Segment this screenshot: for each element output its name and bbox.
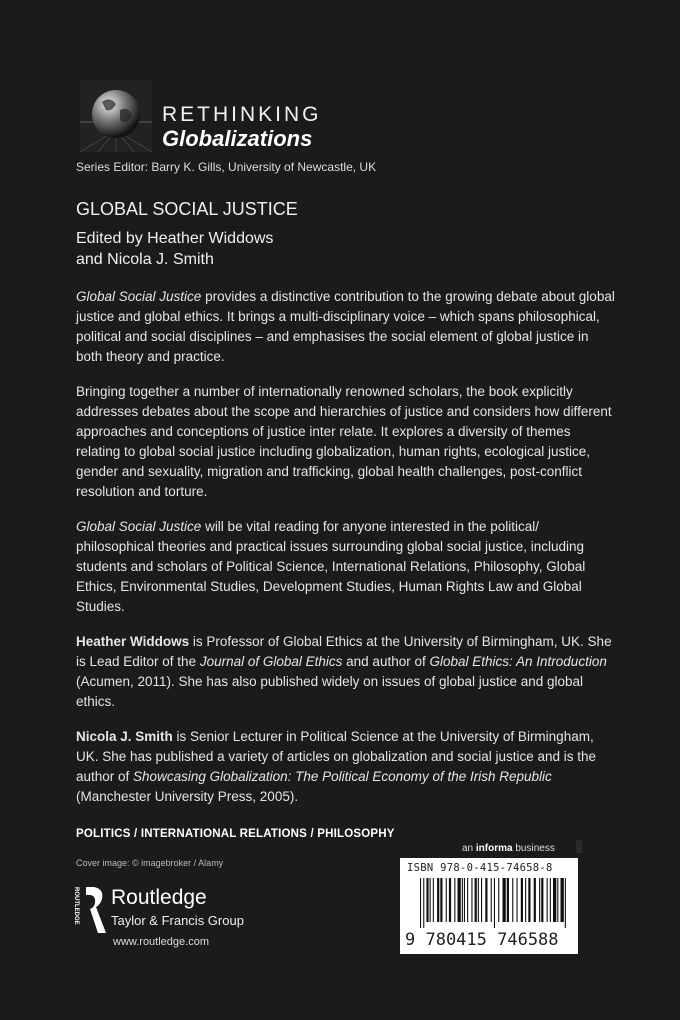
- book-title-italic: Global Ethics: An Introduction: [429, 654, 607, 669]
- book-title-italic: Global Social Justice: [76, 289, 202, 304]
- barcode-bar: [420, 878, 421, 928]
- publisher-group: Taylor & Francis Group: [111, 913, 244, 928]
- series-subtitle: Globalizations: [162, 126, 313, 151]
- barcode-bar: [423, 878, 424, 928]
- barcode-bar: [471, 878, 472, 922]
- author-name: Heather Widdows: [76, 634, 190, 649]
- barcode-bar: [494, 878, 495, 928]
- barcode-bar: [528, 878, 530, 922]
- barcode-bar: [485, 878, 487, 922]
- barcode-bar: [458, 878, 461, 922]
- isbn-text: ISBN 978-0-415-74658-8: [407, 862, 553, 874]
- editors-line: and Nicola J. Smith: [76, 251, 214, 268]
- barcode-bar: [433, 878, 434, 922]
- author-bio-smith: [76, 727, 616, 807]
- barcode-bar: [491, 878, 492, 922]
- editors-line: Edited by Heather Widdows: [76, 230, 274, 247]
- subject-categories: POLITICS / INTERNATIONAL RELATIONS / PHILOSOPHY: [76, 828, 395, 840]
- book-editors: [76, 228, 273, 270]
- blurb-paragraph-3: [76, 517, 616, 617]
- barcode-bar: [430, 878, 431, 922]
- barcode-bars: [420, 878, 570, 928]
- cover-image-credit: Cover image: © imagebroker / Alamy: [76, 858, 224, 868]
- blurb-paragraph-2: [76, 382, 616, 502]
- journal-title: Journal of Global Ethics: [199, 654, 343, 669]
- informa-brand: informa: [475, 843, 513, 854]
- series-editor: Series Editor: Barry K. Gills, University of Newcastle, UK: [76, 160, 377, 174]
- barcode-bar: [512, 878, 513, 922]
- barcode-bar: [462, 878, 463, 922]
- logo-side-text: ROUTLEDGE: [73, 887, 79, 925]
- text: an: [462, 843, 476, 854]
- author-bio-widdows: [76, 632, 616, 712]
- text: business: [512, 843, 555, 854]
- barcode-bar: [525, 878, 526, 922]
- text: is Senior Lecturer in Political Science at the University of Birmingham, UK. She has published a variety of articles on globalization and social justice and is the author of: [76, 729, 597, 784]
- barcode-bar: [446, 878, 447, 922]
- barcode-bar: [475, 878, 477, 922]
- text: (Acumen, 2011). She has also published widely on issues of global justice and global ethics.: [76, 674, 584, 709]
- author-name: Nicola J. Smith: [76, 729, 173, 744]
- barcode-bar: [553, 878, 556, 922]
- barcode-bar: [503, 878, 506, 922]
- informa-mark: [576, 840, 582, 853]
- barcode-bar: [498, 878, 499, 922]
- text: will be vital reading for anyone interested in the political/ philosophical theories and practical issues surrounding global social justice, including students and scholars of Political Science, International Relations, Philosophy, Global Ethics, Environmental Studies, Development Studies, Human Rights Law and Global Studies.: [76, 519, 586, 614]
- text: (Manchester University Press, 2005).: [76, 789, 299, 804]
- barcode-bar: [449, 878, 451, 922]
- barcode-bar: [557, 878, 558, 922]
- barcode-bar: [561, 878, 564, 922]
- body-text: [76, 287, 616, 822]
- book-title: GLOBAL SOCIAL JUSTICE: [76, 199, 298, 219]
- barcode-bar: [437, 878, 439, 922]
- barcode-bar: [481, 878, 482, 922]
- barcode-bar: [454, 878, 455, 922]
- barcode-bar: [478, 878, 479, 922]
- barcode-bar: [534, 878, 536, 922]
- isbn-barcode: [400, 858, 578, 954]
- publisher-url[interactable]: www.routledge.com: [113, 936, 209, 948]
- barcode-bar: [440, 878, 442, 922]
- series-title: RETHINKING: [162, 103, 322, 126]
- barcode-bar: [517, 878, 518, 922]
- barcode-bar: [507, 878, 509, 922]
- informa-tagline: [462, 843, 555, 855]
- text: is Professor of Global Ethics at the University of Birmingham, UK. She is Lead Editor of the: [76, 634, 612, 669]
- text: and author of: [342, 654, 430, 669]
- barcode-bar: [464, 878, 465, 922]
- barcode-bar: [541, 878, 543, 922]
- barcode-bar: [565, 878, 566, 928]
- barcode-bar: [426, 878, 428, 922]
- book-title-italic: Global Social Justice: [76, 519, 202, 534]
- barcode-bar: [521, 878, 523, 922]
- text: provides a distinctive contribution to the growing debate about global justice and global ethics. It brings a multi-disciplinary voice – which spans philosophical, political and social disciplines – and emphasises the social element of global justice in both theory and practice.: [76, 289, 615, 364]
- barcode-number: 9 780415 746588: [405, 930, 559, 950]
- barcode-bar: [547, 878, 548, 922]
- barcode-bar: [550, 878, 551, 922]
- routledge-logo-icon: [72, 885, 106, 935]
- barcode-bar: [539, 878, 540, 922]
- barcode-bar: [467, 878, 468, 922]
- blurb-paragraph-1: [76, 287, 616, 367]
- publisher-name: Routledge: [111, 886, 207, 909]
- text: Bringing together a number of internationally renowned scholars, the book explicitly addresses debates about the scope and hierarchies of justice and considers how different approaches and conceptions of justice inter relate. It explores a diversity of themes relating to global social justice including globalization, human rights, ecological justice, gender and sexuality, migration and trafficking, global health challenges, post-conflict resolution and torture.: [76, 384, 612, 499]
- book-title-italic: Showcasing Globalization: The Political Economy of the Irish Republic: [133, 769, 552, 784]
- globe-logo-icon: [80, 80, 152, 152]
